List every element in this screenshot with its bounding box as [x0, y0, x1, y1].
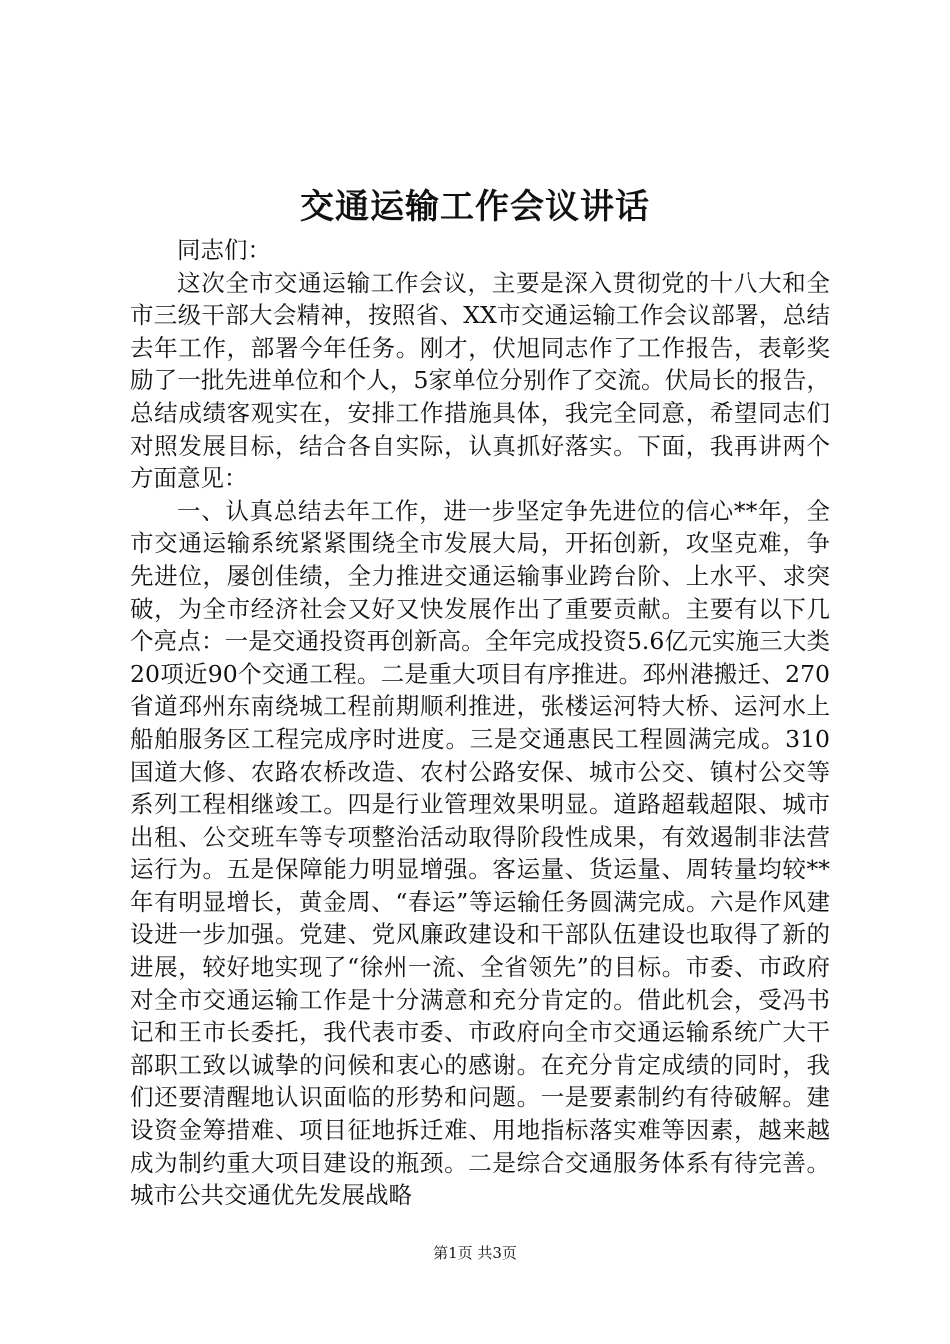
document-title: 交通运输工作会议讲话 — [300, 187, 650, 227]
document-body — [130, 234, 830, 1212]
salutation: 同志们： — [177, 236, 271, 264]
paragraph-intro: 这次全市交通运输工作会议，主要是深入贯彻党的十八大和全市三级干部大会精神，按照省、XX市交通运输工作会议部署，总结去年工作，部署今年任务。刚才，伏旭同志作了工作报告，表彰奖励了一批先进单位和个人，5家单位分别作了交流。伏局长的报告，总结成绩客观实在，安排工作措施具体，我完全同意，希望同志们对照发展目标，结合各自实际，认真抓好落实。下面，我再讲两个方面意见： — [130, 268, 830, 493]
page-footer: 第1页 共3页 — [433, 1244, 517, 1262]
paragraph-section-one: 一、认真总结去年工作，进一步坚定争先进位的信心**年，全市交通运输系统紧紧围绕全市发展大局，开拓创新，攻坚克难，争先进位，屡创佳绩，全力推进交通运输事业跨台阶、上水平、求突破，为全市经济社会又好又快发展作出了重要贡献。主要有以下几个亮点：一是交通投资再创新高。全年完成投资5.6亿元实施三大类20项近90个交通工程。二是重大项目有序推进。邳州港搬迁、270省道邳州东南绕城工程前期顺利推进，张楼运河特大桥、运河水上船舶服务区工程完成序时进度。三是交通惠民工程圆满完成。310国道大修、农路农桥改造、农村公路安保、城市公交、镇村公交等系列工程相继竣工。四是行业管理效果明显。道路超载超限、城市出租、公交班车等专项整治活动取得阶段性成果，有效遏制非法营运行为。五是保障能力明显增强。客运量、货运量、周转量均较**年有明显增长，黄金周、“春运”等运输任务圆满完成。六是作风建设进一步加强。党建、党风廉政建设和干部队伍建设也取得了新的进展，较好地实现了“徐州一流、全省领先”的目标。市委、市政府对全市交通运输工作是十分满意和充分肯定的。借此机会，受冯书记和王市长委托，我代表市委、市政府向全市交通运输系统广大干部职工致以诚挚的问候和衷心的感谢。在充分肯定成绩的同时，我们还要清醒地认识面临的形势和问题。一是要素制约有待破解。建设资金筹措难、项目征地拆迁难、用地指标落实难等因素，越来越成为制约重大项目建设的瓶颈。二是综合交通服务体系有待完善。城市公共交通优先发展战略 — [130, 496, 830, 1210]
